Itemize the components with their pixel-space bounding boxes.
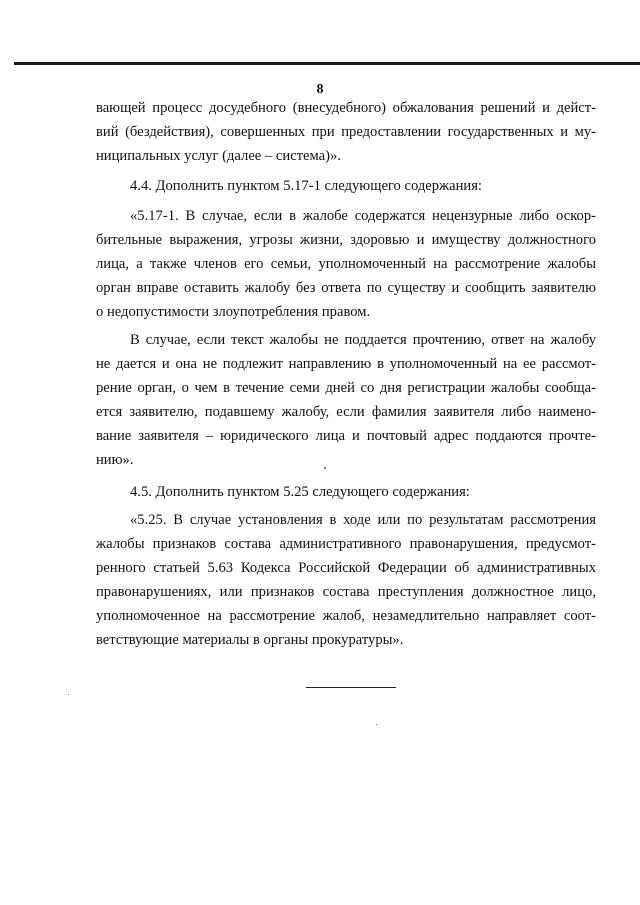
scan-speck <box>324 467 326 469</box>
text-line: ниципальных услуг (далее – система)». <box>96 148 341 164</box>
text-line: правонарушениях, или признаков состава преступления должностное лицо, <box>96 584 596 600</box>
text-line: орган вправе оставить жалобу без ответа по существу и сообщить заявителю <box>96 280 596 296</box>
page-number: 8 <box>316 82 324 97</box>
text-line: 4.4. Дополнить пунктом 5.17-1 следующего содержания: <box>130 178 482 194</box>
text-line: В случае, если текст жалобы не поддается прочтению, ответ на жалобу <box>130 332 596 348</box>
text-line: жалобы признаков состава административного правонарушения, предусмот- <box>96 536 596 552</box>
text-line: ренного статьей 5.63 Кодекса Российской Федерации об административных <box>96 560 596 576</box>
paragraph-item-4-5 <box>96 480 596 504</box>
text-line: «5.25. В случае установления в ходе или по результатам рассмотрения <box>130 512 596 528</box>
end-of-text-rule <box>306 687 396 688</box>
text-line: вий (бездействия), совершенных при предоставлении государственных и му- <box>96 124 596 140</box>
paragraph-unreadable-complaint <box>96 328 596 472</box>
paragraph-clause-5-25 <box>96 508 596 652</box>
paragraph-clause-5-17-1 <box>96 204 596 324</box>
text-line: уполномоченное на рассмотрение жалоб, незамедлительно направляет соот- <box>96 608 596 624</box>
text-line: ется заявителю, подавшему жалобу, если фамилия заявителя либо наимено- <box>96 404 596 420</box>
text-line: 4.5. Дополнить пунктом 5.25 следующего содержания: <box>130 484 470 500</box>
header-rule <box>14 62 640 65</box>
text-line: лица, а также членов его семьи, уполномоченный на рассмотрение жалобы <box>96 256 596 272</box>
scan-speck <box>68 694 69 695</box>
text-line: бительные выражения, угрозы жизни, здоровью и имуществу должностного <box>96 232 596 248</box>
text-line: рение орган, о чем в течение семи дней со дня регистрации жалобы сообща- <box>96 380 596 396</box>
text-line: «5.17-1. В случае, если в жалобе содержатся нецензурные либо оскор- <box>130 208 596 224</box>
text-line: вающей процесс досудебного (внесудебного) обжалования решений и дейст- <box>96 100 596 116</box>
text-line: не дается и она не подлежит направлению в уполномоченный на ее рассмот- <box>96 356 596 372</box>
paragraph-item-4-4 <box>96 174 596 198</box>
text-line: ветствующие материалы в органы прокуратуры». <box>96 632 404 648</box>
text-line: о недопустимости злоупотребления правом. <box>96 304 371 320</box>
text-line: вание заявителя – юридического лица и почтовый адрес поддаются прочте- <box>96 428 596 444</box>
text-line: нию». <box>96 452 134 468</box>
paragraph-continuation <box>96 96 596 168</box>
scan-speck <box>376 724 377 725</box>
